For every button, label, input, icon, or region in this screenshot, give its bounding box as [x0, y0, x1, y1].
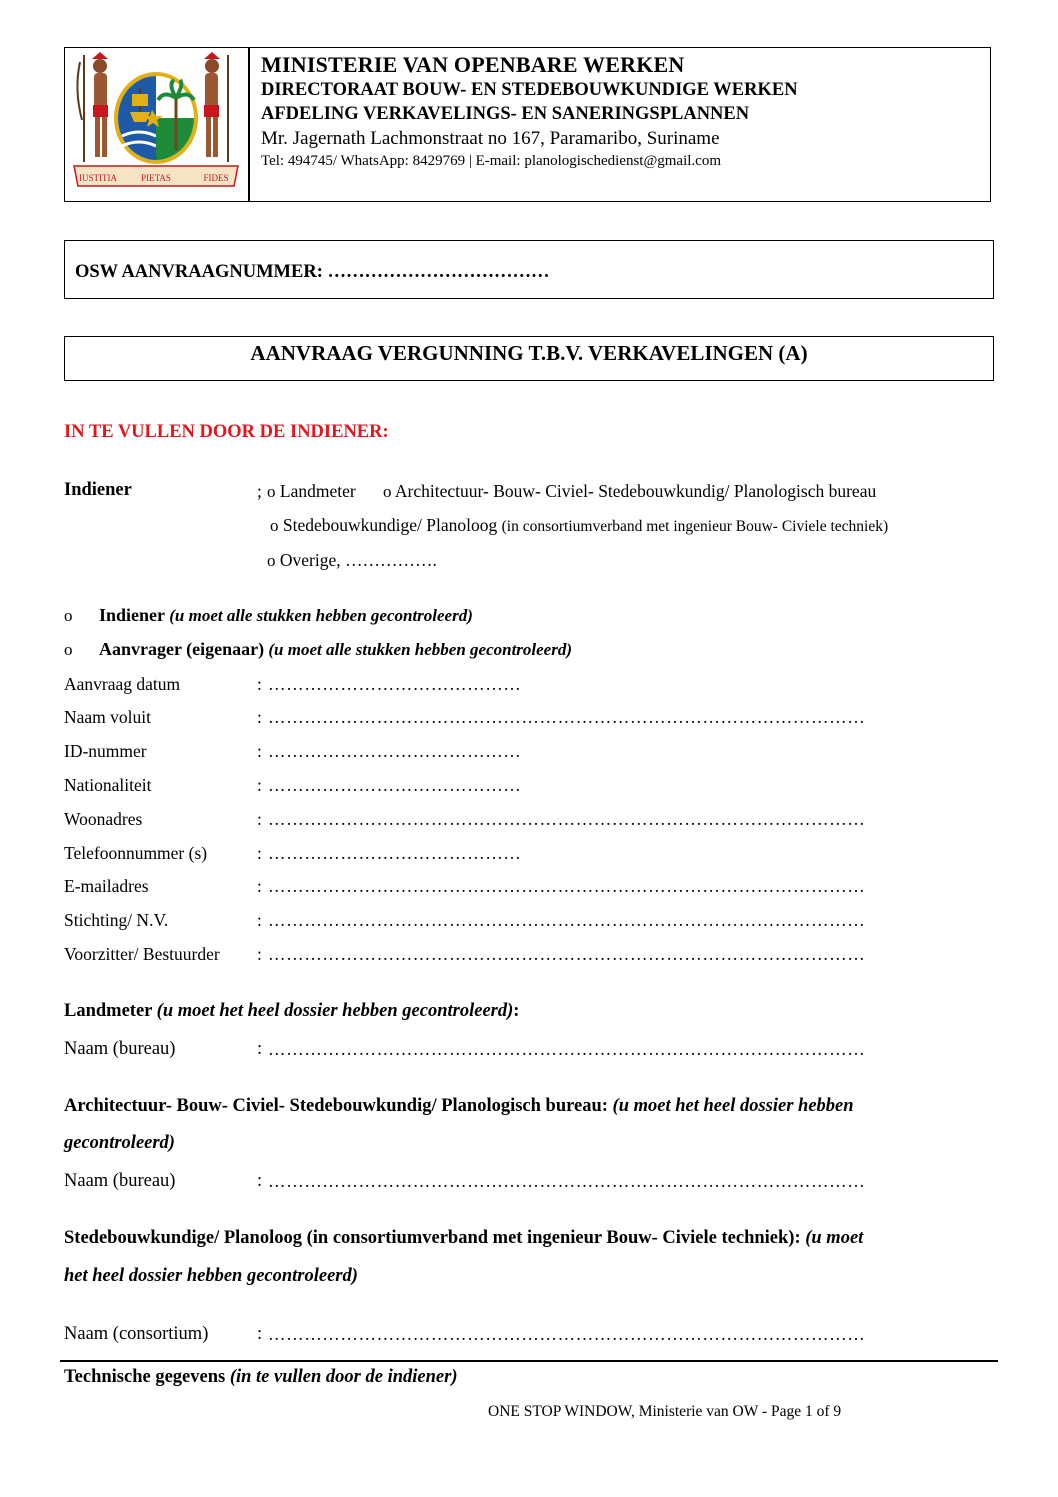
bureau-name-field[interactable]: ……………………………………………………………………………………… [268, 1171, 866, 1191]
radio-circle-icon[interactable]: o [267, 551, 276, 570]
naam-voluit-field[interactable]: ……………………………………………………………………………………… [268, 707, 866, 727]
directorate-name: DIRECTORAAT BOUW- EN STEDEBOUWKUNDIGE WERKEN [261, 80, 798, 100]
field-colon: : [257, 809, 262, 829]
field-colon: : [257, 674, 262, 694]
radio-circle-icon[interactable]: o [383, 482, 392, 501]
coat-of-arms-logo [70, 50, 242, 190]
fill-in-heading: IN TE VULLEN DOOR DE INDIENER: [64, 422, 389, 442]
radio-circle-icon[interactable]: o [267, 482, 276, 501]
woonadres-field[interactable]: ……………………………………………………………………………………… [268, 809, 866, 829]
consortium-name-field[interactable]: ……………………………………………………………………………………… [268, 1324, 866, 1344]
indiener-option-planoloog[interactable]: o Stedebouwkundige/ Planoloog (in consortiumverband met ingenieur Bouw- Civiele techniek) [270, 515, 889, 535]
field-colon: : [257, 876, 262, 896]
aanvraag-datum-field[interactable]: …………………………………… [268, 674, 522, 694]
indiener-label: Indiener [64, 480, 132, 500]
field-colon: : [257, 707, 262, 727]
page-footer: ONE STOP WINDOW, Ministerie van OW - Page 1 of 9 [488, 1403, 842, 1420]
field-label-nationaliteit: Nationaliteit [64, 775, 152, 795]
consortium-name-label: Naam (consortium) [64, 1324, 209, 1344]
motto-word-1: IUSTITIA [79, 173, 117, 183]
checkbox-icon[interactable]: o [64, 640, 73, 659]
emailadres-field[interactable]: ……………………………………………………………………………………… [268, 876, 866, 896]
field-colon: : [257, 1171, 263, 1191]
bureau-heading-cont: gecontroleerd) [64, 1133, 175, 1153]
field-label-naam-voluit: Naam voluit [64, 707, 151, 727]
field-label-voorzitter: Voorzitter/ Bestuurder [64, 944, 220, 964]
osw-number-line [75, 262, 550, 283]
ministry-contact: Tel: 494745/ WhatsApp: 8429769 | E-mail: planologischedienst@gmail.com [261, 153, 722, 169]
header-divider [248, 47, 250, 202]
field-label-emailadres: E-mailadres [64, 876, 149, 896]
osw-number-field[interactable]: ……………………………… [327, 262, 550, 282]
osw-number-label: OSW AANVRAAGNUMMER: [75, 262, 323, 282]
department-name: AFDELING VERKAVELINGS- EN SANERINGSPLANNEN [261, 104, 750, 124]
indiener-option-landmeter[interactable]: o Landmeter [267, 481, 356, 501]
shield [114, 72, 198, 164]
field-colon: : [257, 741, 262, 761]
stichting-field[interactable]: ……………………………………………………………………………………… [268, 910, 866, 930]
field-label-stichting: Stichting/ N.V. [64, 910, 169, 930]
ministry-address: Mr. Jagernath Lachmonstraat no 167, Paramaribo, Suriname [261, 128, 720, 149]
field-label-woonadres: Woonadres [64, 809, 143, 829]
field-label-id-nummer: ID-nummer [64, 741, 147, 761]
bureau-heading: Architectuur- Bouw- Civiel- Stedebouwkundig/ Planologisch bureau: (u moet het heel dossier hebben [64, 1096, 854, 1116]
radio-circle-icon[interactable]: o [270, 516, 279, 535]
motto-ribbon [74, 166, 238, 186]
indiener-option-bureau[interactable]: o Architectuur- Bouw- Civiel- Stedebouwkundig/ Planologisch bureau [383, 481, 877, 501]
field-label-telefoonnummer: Telefoonnummer (s) [64, 843, 208, 863]
motto-word-3: FIDES [203, 173, 229, 183]
bureau-name-label: Naam (bureau) [64, 1171, 176, 1191]
field-colon: : [257, 944, 262, 964]
voorzitter-field[interactable]: ……………………………………………………………………………………… [268, 944, 866, 964]
field-colon: : [257, 843, 262, 863]
landmeter-name-field[interactable]: ……………………………………………………………………………………… [268, 1039, 866, 1059]
consortium-heading-cont: het heel dossier hebben gecontroleerd) [64, 1266, 358, 1286]
technical-heading: Technische gegevens (in te vullen door de indiener) [64, 1367, 458, 1387]
field-label-aanvraag-datum: Aanvraag datum [64, 674, 181, 694]
landmeter-heading: Landmeter (u moet het heel dossier hebben gecontroleerd): [64, 1001, 520, 1021]
consortium-heading: Stedebouwkundige/ Planoloog (in consortiumverband met ingenieur Bouw- Civiele techniek): (u moet [64, 1228, 864, 1248]
landmeter-name-label: Naam (bureau) [64, 1039, 176, 1059]
section-divider [60, 1360, 998, 1362]
field-colon: : [257, 1324, 263, 1344]
id-nummer-field[interactable]: …………………………………… [268, 741, 522, 761]
indiener-option-overige[interactable]: o Overige, ……………. [267, 550, 437, 570]
check-indiener[interactable]: o Indiener (u moet alle stukken hebben gecontroleerd) [64, 605, 473, 625]
nationaliteit-field[interactable]: …………………………………… [268, 775, 522, 795]
form-title: AANVRAAG VERGUNNING T.B.V. VERKAVELINGEN (A) [250, 341, 808, 365]
field-colon: : [257, 1039, 263, 1059]
field-colon: : [257, 775, 262, 795]
telefoonnummer-field[interactable]: …………………………………… [268, 843, 522, 863]
ministry-name: MINISTERIE VAN OPENBARE WERKEN [261, 52, 685, 77]
field-colon: : [257, 910, 262, 930]
right-figure [204, 52, 228, 162]
check-aanvrager[interactable]: o Aanvrager (eigenaar) (u moet alle stukken hebben gecontroleerd) [64, 639, 572, 659]
indiener-colon: ; [257, 481, 262, 501]
left-figure [77, 52, 108, 162]
checkbox-icon[interactable]: o [64, 606, 73, 625]
motto-word-2: PIETAS [141, 173, 171, 183]
planoloog-note: (in consortiumverband met ingenieur Bouw- Civiele techniek) [501, 518, 889, 535]
